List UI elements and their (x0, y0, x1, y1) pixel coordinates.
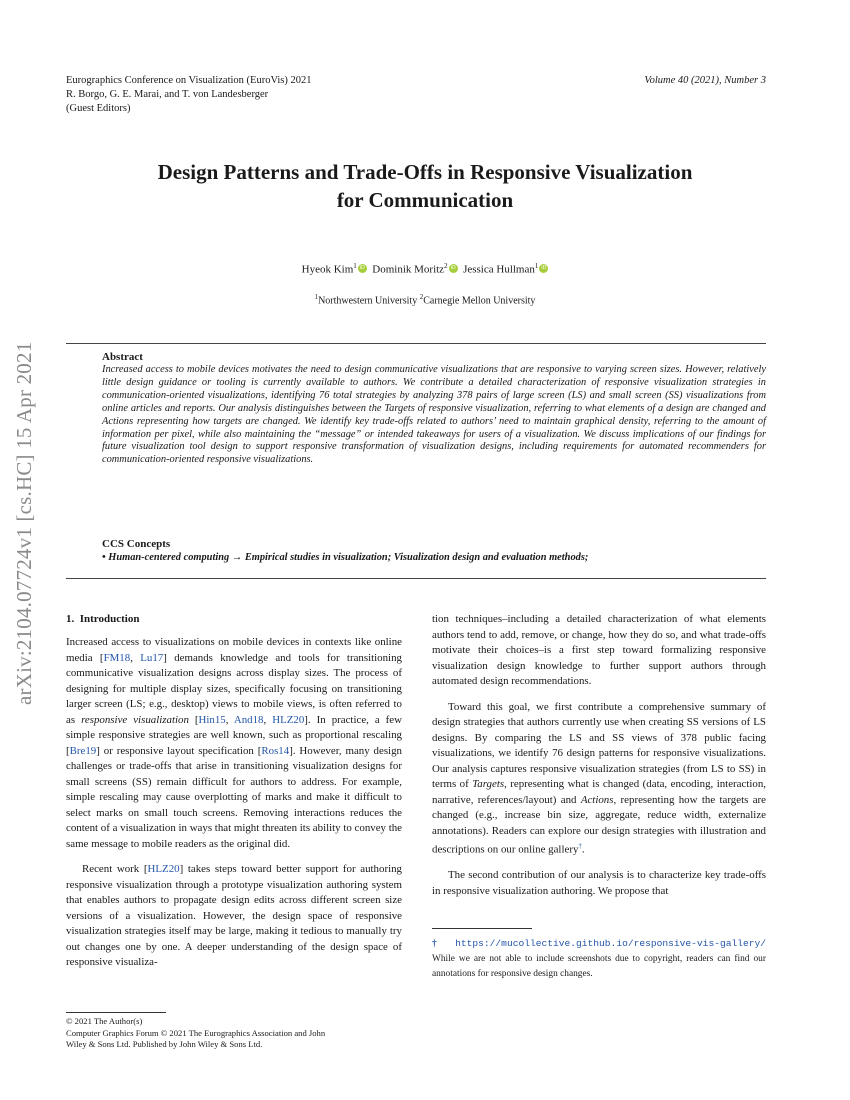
ccs-concept-primary: Human-centered computing (108, 552, 230, 563)
title-line-2: for Communication (336, 188, 514, 212)
gallery-link[interactable]: https://mucollective.github.io/responsive-vis-gallery/ (455, 938, 767, 949)
author-name: Dominik Moritz (372, 263, 445, 276)
text-run: Increased access to visualizations on mobile devices in contexts like online media [ (66, 636, 402, 664)
text-run: , (263, 713, 273, 726)
section-title: Introduction (79, 613, 140, 625)
text-run: [ (188, 713, 199, 726)
copyright-block (66, 1016, 366, 1051)
author-list (0, 262, 850, 276)
affiliation-mark: 1 (534, 262, 539, 270)
affiliation-mark: 1 (353, 262, 357, 270)
arrow-icon: → (231, 552, 243, 563)
paper-title (60, 158, 790, 214)
body-column-right (432, 612, 766, 899)
author-name: Jessica Hullman (463, 263, 535, 276)
divider (66, 343, 766, 344)
title-line-1: Design Patterns and Trade-Offs in Responsive Visualization (157, 160, 693, 184)
paragraph (66, 635, 402, 852)
paragraph (432, 700, 766, 859)
text-run: , (130, 651, 141, 664)
orcid-icon[interactable]: iD (450, 264, 456, 271)
section-number: 1. (66, 613, 75, 625)
text-run: ] takes steps toward better support for authoring responsive visualization through a prototype visualization authoring system that enables authors to propagate design edits across different screen size versions of a visualization. However, the design space of responsive visualization strategies itself may be large, making it tedious to manually try out changes one by one. A deeper understanding of the design space of responsive visualiza- (66, 863, 402, 968)
text-run: , (225, 713, 234, 726)
emphasis: Actions (580, 793, 614, 806)
copyright-line: © 2021 The Author(s) (66, 1016, 143, 1026)
text-run: ]. However, many design challenges or trade-offs that arise in transitioning visualization designs for small screens (SS) remain difficult for authors to address. For example, simple rescaling may cause overplotting of marks and make it difficult to select marks on small touch screens. Removing interactions reduces the content of a visualization in ways that might threaten its ability to convey the same message to mobile readers as the original did. (66, 744, 403, 850)
citation-link[interactable]: HLZ20 (272, 713, 305, 726)
abstract-text: Increased access to mobile devices motivates the need to design communicative visualizations that are responsive to varying screen sizes. However, relatively little design guidance or tooling is currently available to authors. We contribute a detailed characterization of responsive visualization strategies in communication-oriented visualizations, identifying 76 total strategies by analyzing 378 pairs of large screen (LS) and small screen (SS) visualizations from online articles and reports. Our analysis distinguishes between the Targets of responsive visualization, referring to what elements of a design are changed and Actions representing how targets are changed. We identify key trade-offs related to authors’ need to maintain graphical density, referring to the amount of information per pixel, while also maintaining the “message” or intended takeaways for users of a visualization. We discuss implications of our findings for future visualization tool design to support responsive transformation of visualization designs, including requirements for automated recommenders for communication-oriented responsive visualizations. (102, 364, 766, 466)
citation-link[interactable]: FM18 (103, 651, 131, 664)
editors-line: R. Borgo, G. E. Marai, and T. von Landesberger (66, 89, 269, 100)
text-run: , representing what is changed (data, encoding, interaction, narrative, references/layout) and (432, 778, 767, 806)
footnote-divider (432, 928, 532, 929)
footnote-mark: † (432, 939, 445, 949)
section-heading (66, 612, 402, 627)
copyright-line: Computer Graphics Forum © 2021 The Eurographics Association and John (66, 1027, 326, 1038)
affiliations (0, 293, 850, 306)
text-run: Toward this goal, we first contribute a comprehensive summary of design strategies that authors currently use when creating SS versions of LS designs. By comparing the LS and SS views of 378 public facing visualizations, we identify 76 design patterns for responsive visualizations. Our analysis captures responsive visualization strategies (from LS to SS) in terms of (432, 700, 766, 790)
volume-label: Volume 40 (2021), Number 3 (644, 75, 766, 86)
divider (66, 578, 766, 579)
text-run: ] demands knowledge and tools for transitioning communicative visualization designs across display sizes. The process of designing for multiple display sizes, specifically focusing on transitioning larger screen (LS; e.g., desktop) views to mobile views, is often referred to as (66, 651, 402, 726)
abstract-section (102, 350, 766, 467)
orcid-icon[interactable]: iD (541, 264, 547, 271)
author-name: Hyeok Kim (301, 263, 354, 276)
paragraph-continued (432, 612, 766, 690)
arxiv-stamp[interactable]: arXiv:2104.07724v1 [cs.HC] 15 Apr 2021 (12, 341, 36, 705)
bullet: • (102, 552, 106, 563)
emphasis: responsive visualization (81, 713, 189, 726)
abstract-heading: Abstract (102, 351, 143, 363)
affiliation-number: 2 (419, 293, 424, 301)
orcid-icon[interactable]: iD (359, 264, 365, 271)
text-run: , representing how the targets are changed (e.g., increase bin size, aggregate, reduce width, externalize annotations). Readers can explore our design strategies with illustration and descriptions on our online gallery (432, 793, 766, 856)
citation-link[interactable]: Hin15 (198, 713, 226, 726)
citation-link[interactable]: HLZ20 (147, 863, 180, 875)
conference-line: Eurographics Conference on Visualization (EuroVis) 2021 (66, 75, 312, 86)
emphasis: Targets (472, 778, 505, 790)
text-run: Recent work [ (82, 863, 148, 875)
paragraph (432, 868, 766, 899)
affiliation-mark: 2 (444, 262, 448, 270)
paragraph (66, 862, 402, 971)
text-run: The second contribution of our analysis is to characterize key trade-offs in responsive visualization authoring. We propose that (432, 869, 766, 897)
copyright-divider (66, 1012, 166, 1013)
text-run: tion techniques–including a detailed characterization of what elements authors tend to add, remove, or change, how they do so, and what trade-offs motivate their choices–is a first step toward formalizing responsive visualization design knowledge to further support authors through automated design recommendations. (432, 613, 766, 687)
citation-link[interactable]: And18 (233, 713, 264, 726)
ccs-concepts (102, 551, 766, 565)
text-run: . (581, 843, 585, 856)
citation-link[interactable]: † (578, 842, 582, 850)
citation-link[interactable]: Ros14 (261, 744, 290, 757)
citation-link[interactable]: Bre19 (69, 744, 97, 757)
ccs-concept-secondary: Empirical studies in visualization; Visualization design and evaluation methods; (244, 552, 589, 563)
body-column-left (66, 612, 402, 971)
footnote (432, 936, 766, 982)
footnote-text: While we are not able to include screenshots due to copyright, readers can find our annotations for responsive design changes. (432, 954, 766, 979)
affiliation-name: Northwestern University (318, 295, 418, 307)
citation-link[interactable]: Lu17 (140, 651, 164, 664)
copyright-line: Wiley & Sons Ltd. Published by John Wiley & Sons Ltd. (66, 1039, 263, 1049)
ccs-section (102, 537, 766, 565)
affiliation-name: Carnegie Mellon University (423, 295, 536, 307)
affiliation-number: 1 (314, 293, 319, 301)
journal-header (66, 74, 312, 116)
ccs-heading: CCS Concepts (102, 538, 171, 550)
text-run: ] or responsive layout specification [ (96, 744, 262, 757)
guest-editors-line: (Guest Editors) (66, 103, 131, 114)
text-run: ]. In practice, a few simple responsive strategies are well known, such as proportional rescaling [ (66, 713, 402, 757)
